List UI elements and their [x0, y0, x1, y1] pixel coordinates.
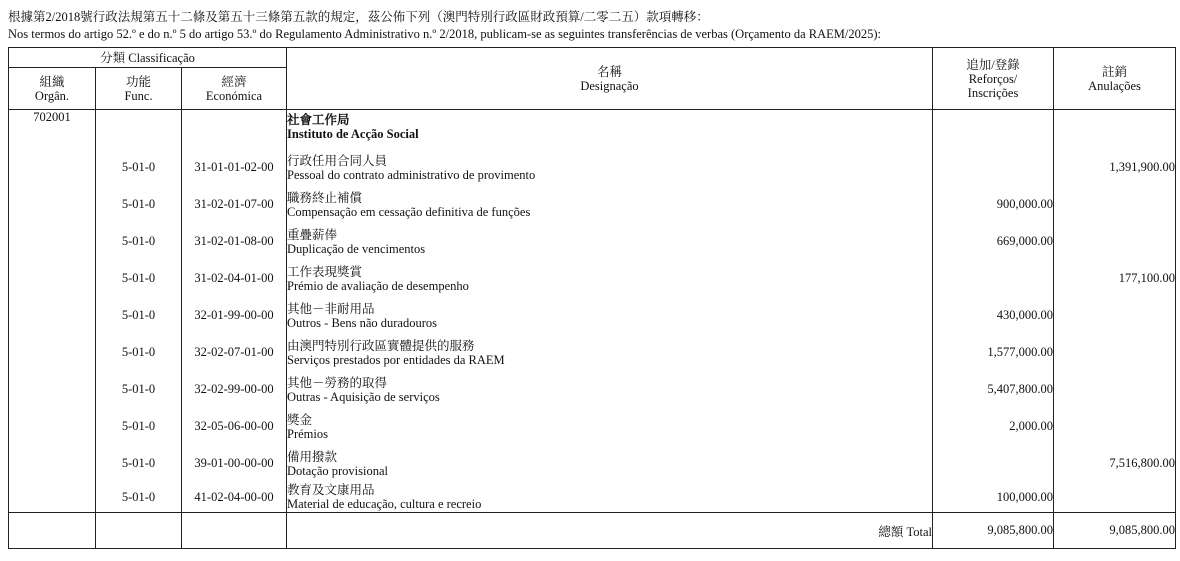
economic-header: [182, 68, 287, 110]
designation-pt: Prémios: [287, 426, 328, 441]
anulacao-amount: 7,516,800.00: [1054, 445, 1176, 482]
organic-header-zh: 組織: [39, 74, 65, 89]
anulacao-amount: [1054, 371, 1176, 408]
functional-code: 5-01-0: [96, 149, 182, 186]
designation-zh: 備用撥款: [287, 449, 338, 464]
designation-zh: 獎金: [287, 412, 313, 427]
economic-code: 32-02-99-00-00: [182, 371, 287, 408]
functional-code: 5-01-0: [96, 482, 182, 513]
reforco-amount: 2,000.00: [933, 408, 1054, 445]
anulacao-amount: 1,391,900.00: [1054, 149, 1176, 186]
designation-zh: 教育及文康用品: [287, 483, 375, 497]
reforco-amount: 900,000.00: [933, 186, 1054, 223]
reforco-amount: 5,407,800.00: [933, 371, 1054, 408]
designation: [287, 408, 933, 445]
reinforcements-header-zh: 追加/登錄: [966, 57, 1020, 72]
designation: [287, 297, 933, 334]
designation: [287, 186, 933, 223]
designation: [287, 223, 933, 260]
reforco-amount: [933, 445, 1054, 482]
organ-name: [287, 110, 933, 150]
table-row: [9, 149, 1176, 186]
designation-pt: Prémio de avaliação de desempenho: [287, 278, 469, 293]
organ-row: [9, 110, 1176, 150]
economic-code: 31-02-01-07-00: [182, 186, 287, 223]
economic-code: 39-01-00-00-00: [182, 445, 287, 482]
total-label: 總額 Total: [287, 513, 933, 549]
table-row: [9, 186, 1176, 223]
designation-pt: Dotação provisional: [287, 463, 389, 478]
economic-header-zh: 經濟: [221, 74, 247, 89]
designation: [287, 371, 933, 408]
economic-header-pt: Económica: [205, 88, 263, 103]
organ-code: 702001: [9, 110, 96, 150]
designation-pt: Compensação em cessação definitiva de funções: [287, 204, 531, 219]
designation-zh: 重疊薪俸: [287, 227, 338, 242]
economic-code: 32-01-99-00-00: [182, 297, 287, 334]
economic-code: 31-02-01-08-00: [182, 223, 287, 260]
reinforcements-header-pt1: Reforços/: [968, 71, 1018, 86]
organ-name-zh: 社會工作局: [287, 113, 350, 127]
functional-code: 5-01-0: [96, 445, 182, 482]
designation-zh: 工作表現獎賞: [287, 264, 363, 279]
economic-code: 41-02-04-00-00: [182, 482, 287, 513]
reforco-amount: 669,000.00: [933, 223, 1054, 260]
designation-zh: 行政任用合同人員: [287, 153, 388, 168]
table-row: [9, 260, 1176, 297]
table-row: [9, 371, 1176, 408]
economic-code: 32-05-06-00-00: [182, 408, 287, 445]
designation-header-pt: Designação: [580, 78, 639, 93]
functional-header: [96, 68, 182, 110]
economic-code: 32-02-07-01-00: [182, 334, 287, 371]
annulments-header-zh: 註銷: [1101, 64, 1127, 79]
designation-pt: Outros - Bens não duradouros: [287, 315, 437, 330]
transfer-table: [8, 47, 1176, 549]
designation-pt: Pessoal do contrato administrativo de provimento: [287, 167, 536, 182]
reinforcements-header-pt2: Inscrições: [967, 85, 1019, 100]
designation-header-zh: 名稱: [596, 64, 622, 79]
total-anulacoes: 9,085,800.00: [1054, 513, 1176, 549]
reforco-amount: 1,577,000.00: [933, 334, 1054, 371]
anulacao-amount: [1054, 408, 1176, 445]
functional-code: 5-01-0: [96, 260, 182, 297]
reinforcements-header: [933, 48, 1054, 110]
designation: [287, 260, 933, 297]
reforco-amount: [933, 260, 1054, 297]
reforco-amount: 100,000.00: [933, 482, 1054, 513]
anulacao-amount: [1054, 186, 1176, 223]
table-row: [9, 223, 1176, 260]
intro-chinese: 根據第2/2018號行政法規第五十二條及第五十三條第五款的規定，茲公佈下列（澳門特別行政區財政預算/二零二五）款項轉移：: [8, 10, 709, 24]
table-row: [9, 297, 1176, 334]
functional-code: 5-01-0: [96, 186, 182, 223]
functional-header-pt: Func.: [124, 88, 153, 103]
functional-code: 5-01-0: [96, 297, 182, 334]
table-row: [9, 482, 1176, 513]
anulacao-amount: [1054, 297, 1176, 334]
functional-code: 5-01-0: [96, 371, 182, 408]
table-row: [9, 408, 1176, 445]
designation-header: [287, 48, 933, 110]
intro-portuguese: Nos termos do artigo 52.º e do n.º 5 do artigo 53.º do Regulamento Administrativo n.º 2/2018, publicam-se as seguintes transferências de verbas (Orçamento da RAEM/2025):: [8, 27, 881, 41]
reforco-amount: 430,000.00: [933, 297, 1054, 334]
functional-header-zh: 功能: [125, 74, 151, 89]
designation: [287, 334, 933, 371]
total-reforcos: 9,085,800.00: [933, 513, 1054, 549]
functional-code: 5-01-0: [96, 223, 182, 260]
anulacao-amount: [1054, 334, 1176, 371]
functional-code: 5-01-0: [96, 408, 182, 445]
designation-pt: Serviços prestados por entidades da RAEM: [287, 352, 505, 367]
designation-pt: Duplicação de vencimentos: [287, 241, 426, 256]
designation-pt: Material de educação, cultura e recreio: [287, 497, 482, 511]
designation: [287, 445, 933, 482]
annulments-header: [1054, 48, 1176, 110]
economic-code: 31-02-04-01-00: [182, 260, 287, 297]
table-row: [9, 334, 1176, 371]
designation-pt: Outras - Aquisição de serviços: [287, 389, 440, 404]
classification-header: 分類 Classificação: [9, 48, 287, 68]
anulacao-amount: [1054, 482, 1176, 513]
designation-zh: 其他－非耐用品: [287, 301, 375, 316]
annulments-header-pt: Anulações: [1088, 78, 1141, 93]
anulacao-amount: [1054, 223, 1176, 260]
anulacao-amount: 177,100.00: [1054, 260, 1176, 297]
organic-header: [9, 68, 96, 110]
designation-zh: 由澳門特別行政區實體提供的服務: [287, 338, 475, 353]
organ-name-pt: Instituto de Acção Social: [287, 127, 419, 141]
functional-code: 5-01-0: [96, 334, 182, 371]
reforco-amount: [933, 149, 1054, 186]
organic-header-pt: Orgân.: [34, 88, 70, 103]
table-row: [9, 445, 1176, 482]
economic-code: 31-01-01-02-00: [182, 149, 287, 186]
designation: [287, 482, 933, 513]
designation-zh: 職務終止補償: [287, 190, 363, 205]
total-row: [9, 513, 1176, 549]
designation-zh: 其他－勞務的取得: [287, 375, 388, 390]
designation: [287, 149, 933, 186]
